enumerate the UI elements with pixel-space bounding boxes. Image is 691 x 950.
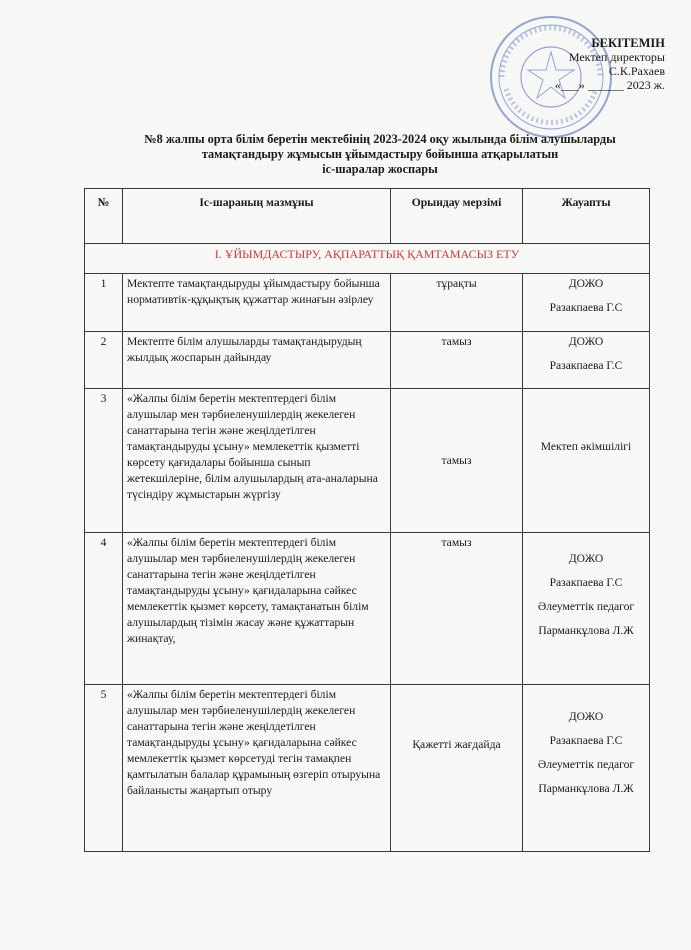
row-number: 3 — [85, 389, 123, 533]
responsible-line: ДОЖО — [568, 710, 604, 723]
header-content: Іс-шараның мазмұны — [123, 189, 391, 244]
row-term: тамыз — [391, 332, 523, 389]
row-content: Мектепте білім алушыларды тамақтандырудың жылдық жоспарын дайындау — [123, 332, 391, 389]
responsible-line: Парманкұлова Л.Ж — [538, 624, 634, 637]
table-row — [85, 274, 650, 332]
row-term: тамыз — [391, 389, 523, 533]
row-number: 1 — [85, 274, 123, 332]
responsible-line: Разакпаева Г.С — [549, 301, 623, 314]
table-row — [85, 332, 650, 389]
title-line-1: №8 жалпы орта білім беретін мектебінің 2023-2024 оқу жылында білім алушыларды — [144, 132, 616, 146]
row-term: Қажетті жағдайда — [391, 685, 523, 852]
row-content: «Жалпы білім беретін мектептердегі білім алушылар мен тәрбиеленушілердің жекелеген санаттарына тегін және жеңілдетілген тамақтандыруды ұсыну» мемлекеттік қызметті көрсету қағидалары бойынша сынып жетекшілеріне, білім алушылардың ата-аналарына түсіндіру жұмыстарын жүргізу — [123, 389, 391, 533]
row-content: Мектепте тамақтандыруды ұйымдастыру бойынша нормативтік-құқықтық құжаттар жинағын әзірлеу — [123, 274, 391, 332]
header-responsible: Жауапты — [523, 189, 650, 244]
table-header-row — [85, 189, 650, 244]
responsible-line: ДОЖО — [568, 335, 604, 348]
row-content: «Жалпы білім беретін мектептердегі білім алушылар мен тәрбиеленушілердің жекелеген санаттарына тегін және жеңілдетілген тамақтандыруды ұсыну» қағидаларына сәйкес мемлекеттік қызмет көрсету, тамақтанатын білім алушылардың тізімін жасау және құжаттарын жинақтау, — [123, 533, 391, 685]
responsible-line: Мектеп әкімшілігі — [540, 440, 632, 453]
responsible-line: Әлеуметтік педагог — [537, 600, 635, 613]
approval-signer: С.К.Рахаев — [608, 64, 665, 78]
row-term: тұрақты — [391, 274, 523, 332]
document-title — [120, 132, 640, 177]
row-number: 2 — [85, 332, 123, 389]
row-responsible — [523, 274, 650, 332]
section-row — [85, 244, 650, 274]
table-row — [85, 389, 650, 533]
plan-table — [84, 188, 650, 852]
row-number: 4 — [85, 533, 123, 685]
row-content: «Жалпы білім беретін мектептердегі білім алушылар мен тәрбиеленушілердің жекелеген санаттарына тегін және жеңілдетілген тамақтандыруды ұсыну» қағидаларына сәйкес мемлекеттік қызмет көрсетуді тегін тамақпен қамтылатын балалар құрамының өзгеріп отыруына байланысты жаңартып отыру — [123, 685, 391, 852]
responsible-line: ДОЖО — [568, 277, 604, 290]
approval-date: «___» ______ 2023 ж. — [554, 78, 665, 92]
table-row — [85, 533, 650, 685]
row-responsible — [523, 389, 650, 533]
table-row — [85, 685, 650, 852]
row-responsible — [523, 332, 650, 389]
approval-heading: БЕКІТЕМІН — [591, 36, 665, 50]
header-term: Орындау мерзімі — [391, 189, 523, 244]
responsible-line: Разакпаева Г.С — [549, 576, 623, 589]
section-title: І. ҰЙЫМДАСТЫРУ, АҚПАРАТТЫҚ ҚАМТАМАСЫЗ ЕТУ — [85, 244, 650, 274]
responsible-line: Разакпаева Г.С — [549, 359, 623, 372]
row-number: 5 — [85, 685, 123, 852]
row-term: тамыз — [391, 533, 523, 685]
approval-position: Мектеп директоры — [568, 50, 665, 64]
header-number: № — [85, 189, 123, 244]
responsible-line: ДОЖО — [568, 552, 604, 565]
approval-block — [555, 36, 665, 92]
title-line-2: тамақтандыру жұмысын ұйымдастыру бойынша атқарылатын — [201, 147, 559, 161]
row-responsible — [523, 533, 650, 685]
title-line-3: іс-шаралар жоспары — [322, 162, 438, 176]
responsible-line: Разакпаева Г.С — [549, 734, 623, 747]
row-responsible — [523, 685, 650, 852]
responsible-line: Парманкұлова Л.Ж — [538, 782, 634, 795]
responsible-line: Әлеуметтік педагог — [537, 758, 635, 771]
